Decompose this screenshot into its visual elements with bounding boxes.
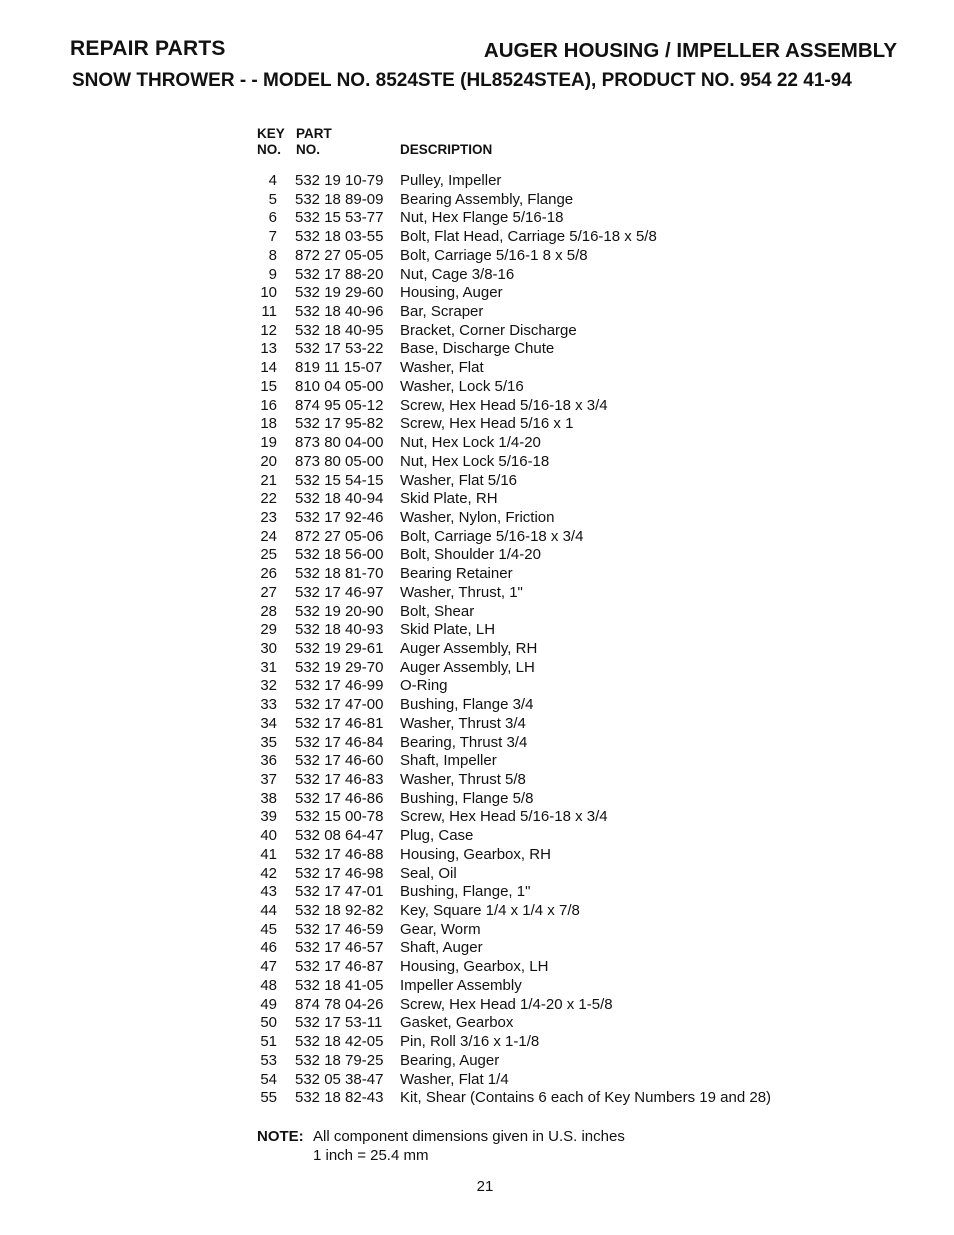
description-header: DESCRIPTION [400,142,493,157]
table-row [240,865,880,884]
description-cell: Bolt, Shear [400,602,475,620]
key-no-cell: 37 [260,771,277,788]
description-cell: Bolt, Carriage 5/16-1 8 x 5/8 [400,246,588,264]
description-cell: Impeller Assembly [400,976,522,994]
description-cell: Pulley, Impeller [400,172,502,189]
description-cell: Washer, Thrust 5/8 [400,771,526,788]
note-label: NOTE: [257,1128,304,1145]
table-row [240,378,880,397]
table-row [240,266,880,285]
description-cell: Pin, Roll 3/16 x 1-1/8 [400,1033,540,1051]
key-no-cell: 35 [260,733,277,751]
table-row [240,359,880,378]
description-cell: Shaft, Impeller [400,752,497,770]
table-row [240,603,880,622]
description-cell: Plug, Case [400,827,474,845]
part-no-cell: 532 19 20-90 [295,602,384,620]
description-cell: Key, Square 1/4 x 1/4 x 7/8 [400,902,580,920]
key-no-cell: 40 [260,827,277,845]
part-no-cell: 532 05 38-47 [295,1070,384,1088]
description-cell: Washer, Thrust 3/4 [400,714,526,732]
part-no-cell: 532 17 47-01 [295,883,384,901]
table-row [240,883,880,902]
key-no-cell: 49 [260,995,277,1013]
key-no-cell: 44 [260,902,277,920]
key-no-cell: 29 [260,621,277,639]
description-cell: O-Ring [400,677,448,695]
description-cell: Bearing Retainer [400,565,513,583]
key-no-cell: 51 [260,1033,277,1051]
description-cell: Bearing, Auger [400,1051,500,1069]
description-cell: Housing, Gearbox, LH [400,958,549,976]
table-row [240,340,880,359]
key-header-line1: KEY [257,126,285,141]
part-no-cell: 532 17 53-22 [295,340,384,358]
key-no-cell: 50 [260,1014,277,1032]
description-cell: Bearing Assembly, Flange [400,190,574,208]
key-no-cell: 18 [260,415,277,433]
key-no-cell: 43 [260,883,277,901]
key-no-header [257,126,285,158]
description-cell: Bracket, Corner Discharge [400,321,577,339]
description-cell: Bushing, Flange, 1" [400,883,531,901]
table-row [240,1071,880,1090]
note-line1: All component dimensions given in U.S. inches [313,1128,625,1145]
table-row [240,191,880,210]
table-row [240,902,880,921]
note-line2: 1 inch = 25.4 mm [313,1147,429,1164]
description-cell: Nut, Hex Lock 5/16-18 [400,452,550,470]
table-row [240,472,880,491]
key-no-cell: 26 [260,565,277,583]
table-row [240,996,880,1015]
key-no-cell: 12 [260,321,277,339]
part-no-cell: 532 15 54-15 [295,471,384,489]
description-cell: Auger Assembly, LH [400,658,535,676]
description-cell: Screw, Hex Head 5/16-18 x 3/4 [400,808,608,826]
key-no-cell: 10 [260,284,277,302]
description-cell: Washer, Flat [400,359,484,377]
note-block [257,1127,625,1165]
description-cell: Skid Plate, LH [400,621,496,639]
description-cell: Gear, Worm [400,920,481,938]
description-cell: Base, Discharge Chute [400,340,555,358]
part-no-cell: 532 08 64-47 [295,827,384,845]
table-row [240,846,880,865]
table-row [240,977,880,996]
part-no-cell: 532 18 40-96 [295,303,384,321]
description-cell: Bolt, Shoulder 1/4-20 [400,546,541,564]
table-row [240,696,880,715]
repair-parts-heading: REPAIR PARTS [70,37,226,60]
description-cell: Washer, Flat 5/16 [400,471,517,489]
part-no-cell: 532 17 46-99 [295,677,384,695]
part-header-line2: NO. [296,142,321,157]
description-cell: Nut, Hex Flange 5/16-18 [400,209,564,227]
part-no-cell: 532 15 53-77 [295,209,384,227]
description-cell: Kit, Shear (Contains 6 each of Key Numbers 19 and 28) [400,1089,772,1107]
table-row [240,397,880,416]
description-cell: Bolt, Flat Head, Carriage 5/16-18 x 5/8 [400,228,657,246]
table-row [240,659,880,678]
part-no-cell: 532 15 00-78 [295,808,384,826]
part-no-cell: 532 17 46-84 [295,733,384,751]
key-header-line2: NO. [257,142,282,157]
part-no-cell: 872 27 05-05 [295,246,384,264]
key-no-cell: 15 [260,377,277,395]
key-no-cell: 23 [260,508,277,526]
part-no-cell: 532 18 89-09 [295,190,384,208]
part-no-cell: 872 27 05-06 [295,527,384,545]
part-no-cell: 532 17 46-88 [295,845,384,863]
description-cell: Gasket, Gearbox [400,1014,514,1032]
key-no-cell: 47 [260,958,277,976]
description-cell: Bolt, Carriage 5/16-18 x 3/4 [400,527,584,545]
table-row [240,303,880,322]
key-no-cell: 20 [260,452,277,470]
table-row [240,209,880,228]
key-no-cell: 53 [260,1051,277,1069]
part-no-cell: 873 80 05-00 [295,452,384,470]
description-cell: Nut, Cage 3/8-16 [400,265,515,283]
description-cell: Nut, Hex Lock 1/4-20 [400,434,541,452]
table-row [240,1089,880,1108]
part-no-cell: 532 17 46-60 [295,752,384,770]
key-no-cell: 9 [268,265,277,283]
part-no-cell: 532 18 41-05 [295,976,384,994]
description-cell: Auger Assembly, RH [400,639,538,657]
description-cell: Housing, Gearbox, RH [400,845,551,863]
key-no-cell: 4 [268,172,277,189]
part-no-cell: 532 17 46-98 [295,864,384,882]
description-cell: Bar, Scraper [400,303,484,321]
table-row [240,621,880,640]
part-no-cell: 532 18 56-00 [295,546,384,564]
table-row [240,453,880,472]
key-no-cell: 22 [260,490,277,508]
part-no-cell: 532 17 88-20 [295,265,384,283]
table-row [240,546,880,565]
description-cell: Washer, Lock 5/16 [400,377,524,395]
part-no-cell: 532 18 82-43 [295,1089,384,1107]
description-cell: Washer, Flat 1/4 [400,1070,509,1088]
table-row [240,1052,880,1071]
table-row [240,228,880,247]
table-row [240,958,880,977]
description-cell: Seal, Oil [400,864,457,882]
key-no-cell: 39 [260,808,277,826]
part-no-cell: 532 17 95-82 [295,415,384,433]
part-no-cell: 532 17 46-97 [295,583,384,601]
part-no-cell: 532 18 42-05 [295,1033,384,1051]
part-no-cell: 532 18 03-55 [295,228,384,246]
part-no-cell: 819 11 15-07 [295,359,383,377]
part-no-cell: 532 17 47-00 [295,696,384,714]
key-no-cell: 25 [260,546,277,564]
table-row [240,584,880,603]
key-no-cell: 30 [260,639,277,657]
table-row [240,827,880,846]
table-row [240,1033,880,1052]
table-row [240,640,880,659]
key-no-cell: 14 [260,359,277,377]
table-row [240,808,880,827]
part-no-cell: 532 17 46-59 [295,920,384,938]
key-no-cell: 33 [260,696,277,714]
description-cell: Housing, Auger [400,284,503,302]
table-row [240,771,880,790]
part-no-cell: 532 17 46-86 [295,789,384,807]
description-cell: Bushing, Flange 5/8 [400,789,534,807]
description-cell: Skid Plate, RH [400,490,498,508]
key-no-cell: 42 [260,864,277,882]
key-no-cell: 19 [260,434,277,452]
key-no-cell: 28 [260,602,277,620]
table-row [240,415,880,434]
part-no-cell: 532 19 10-79 [295,172,384,189]
part-no-cell: 874 78 04-26 [295,995,384,1013]
part-no-cell: 874 95 05-12 [295,396,384,414]
part-no-cell: 532 18 40-95 [295,321,384,339]
table-row [240,677,880,696]
table-row [240,322,880,341]
part-no-cell: 532 17 53-11 [295,1014,383,1032]
description-cell: Washer, Thrust, 1" [400,583,523,601]
description-cell: Bearing, Thrust 3/4 [400,733,528,751]
table-row [240,247,880,266]
key-no-cell: 34 [260,714,277,732]
model-subtitle: SNOW THROWER - - MODEL NO. 8524STE (HL8524STEA), PRODUCT NO. 954 22 41-94 [72,70,852,91]
key-no-cell: 13 [260,340,277,358]
description-cell: Screw, Hex Head 5/16-18 x 3/4 [400,396,608,414]
key-no-cell: 16 [260,396,277,414]
table-row [240,434,880,453]
part-no-cell: 532 19 29-60 [295,284,384,302]
table-row [240,509,880,528]
part-no-cell: 532 17 46-57 [295,939,384,957]
page-number: 21 [476,1178,494,1195]
part-no-cell: 532 18 40-93 [295,621,384,639]
table-row [240,565,880,584]
key-no-cell: 31 [260,658,277,676]
part-no-cell: 532 18 81-70 [295,565,384,583]
description-cell: Screw, Hex Head 1/4-20 x 1-5/8 [400,995,613,1013]
key-no-cell: 6 [268,209,277,227]
key-no-cell: 27 [260,583,277,601]
key-no-cell: 38 [260,789,277,807]
key-no-cell: 36 [260,752,277,770]
parts-list [240,172,880,1108]
part-no-cell: 873 80 04-00 [295,434,384,452]
key-no-cell: 32 [260,677,277,695]
key-no-cell: 54 [260,1070,277,1088]
table-row [240,528,880,547]
description-cell: Bushing, Flange 3/4 [400,696,534,714]
part-no-cell: 532 18 40-94 [295,490,384,508]
table-row [240,490,880,509]
key-no-cell: 21 [260,471,277,489]
table-row [240,172,880,191]
part-no-cell: 532 17 46-83 [295,771,384,788]
key-no-cell: 5 [268,190,277,208]
part-header-line1: PART [296,126,332,141]
table-row [240,752,880,771]
part-no-cell: 532 18 79-25 [295,1051,384,1069]
part-no-header [296,126,332,158]
part-no-cell: 532 17 92-46 [295,508,384,526]
description-cell: Screw, Hex Head 5/16 x 1 [400,415,574,433]
part-no-cell: 532 17 46-87 [295,958,384,976]
part-no-cell: 532 17 46-81 [295,714,384,732]
table-row [240,939,880,958]
key-no-cell: 45 [260,920,277,938]
table-row [240,715,880,734]
key-no-cell: 11 [261,303,277,321]
table-row [240,734,880,753]
table-row [240,1014,880,1033]
key-no-cell: 41 [260,845,277,863]
part-no-cell: 810 04 05-00 [295,377,384,395]
key-no-cell: 55 [260,1089,277,1107]
description-cell: Shaft, Auger [400,939,483,957]
key-no-cell: 24 [260,527,277,545]
table-row [240,284,880,303]
table-row [240,790,880,809]
key-no-cell: 8 [268,246,277,264]
key-no-cell: 48 [260,976,277,994]
table-row [240,921,880,940]
part-no-cell: 532 19 29-61 [295,639,384,657]
key-no-cell: 46 [260,939,277,957]
assembly-heading: AUGER HOUSING / IMPELLER ASSEMBLY [483,39,897,62]
key-no-cell: 7 [268,228,277,246]
description-cell: Washer, Nylon, Friction [400,508,555,526]
part-no-cell: 532 19 29-70 [295,658,384,676]
part-no-cell: 532 18 92-82 [295,902,384,920]
